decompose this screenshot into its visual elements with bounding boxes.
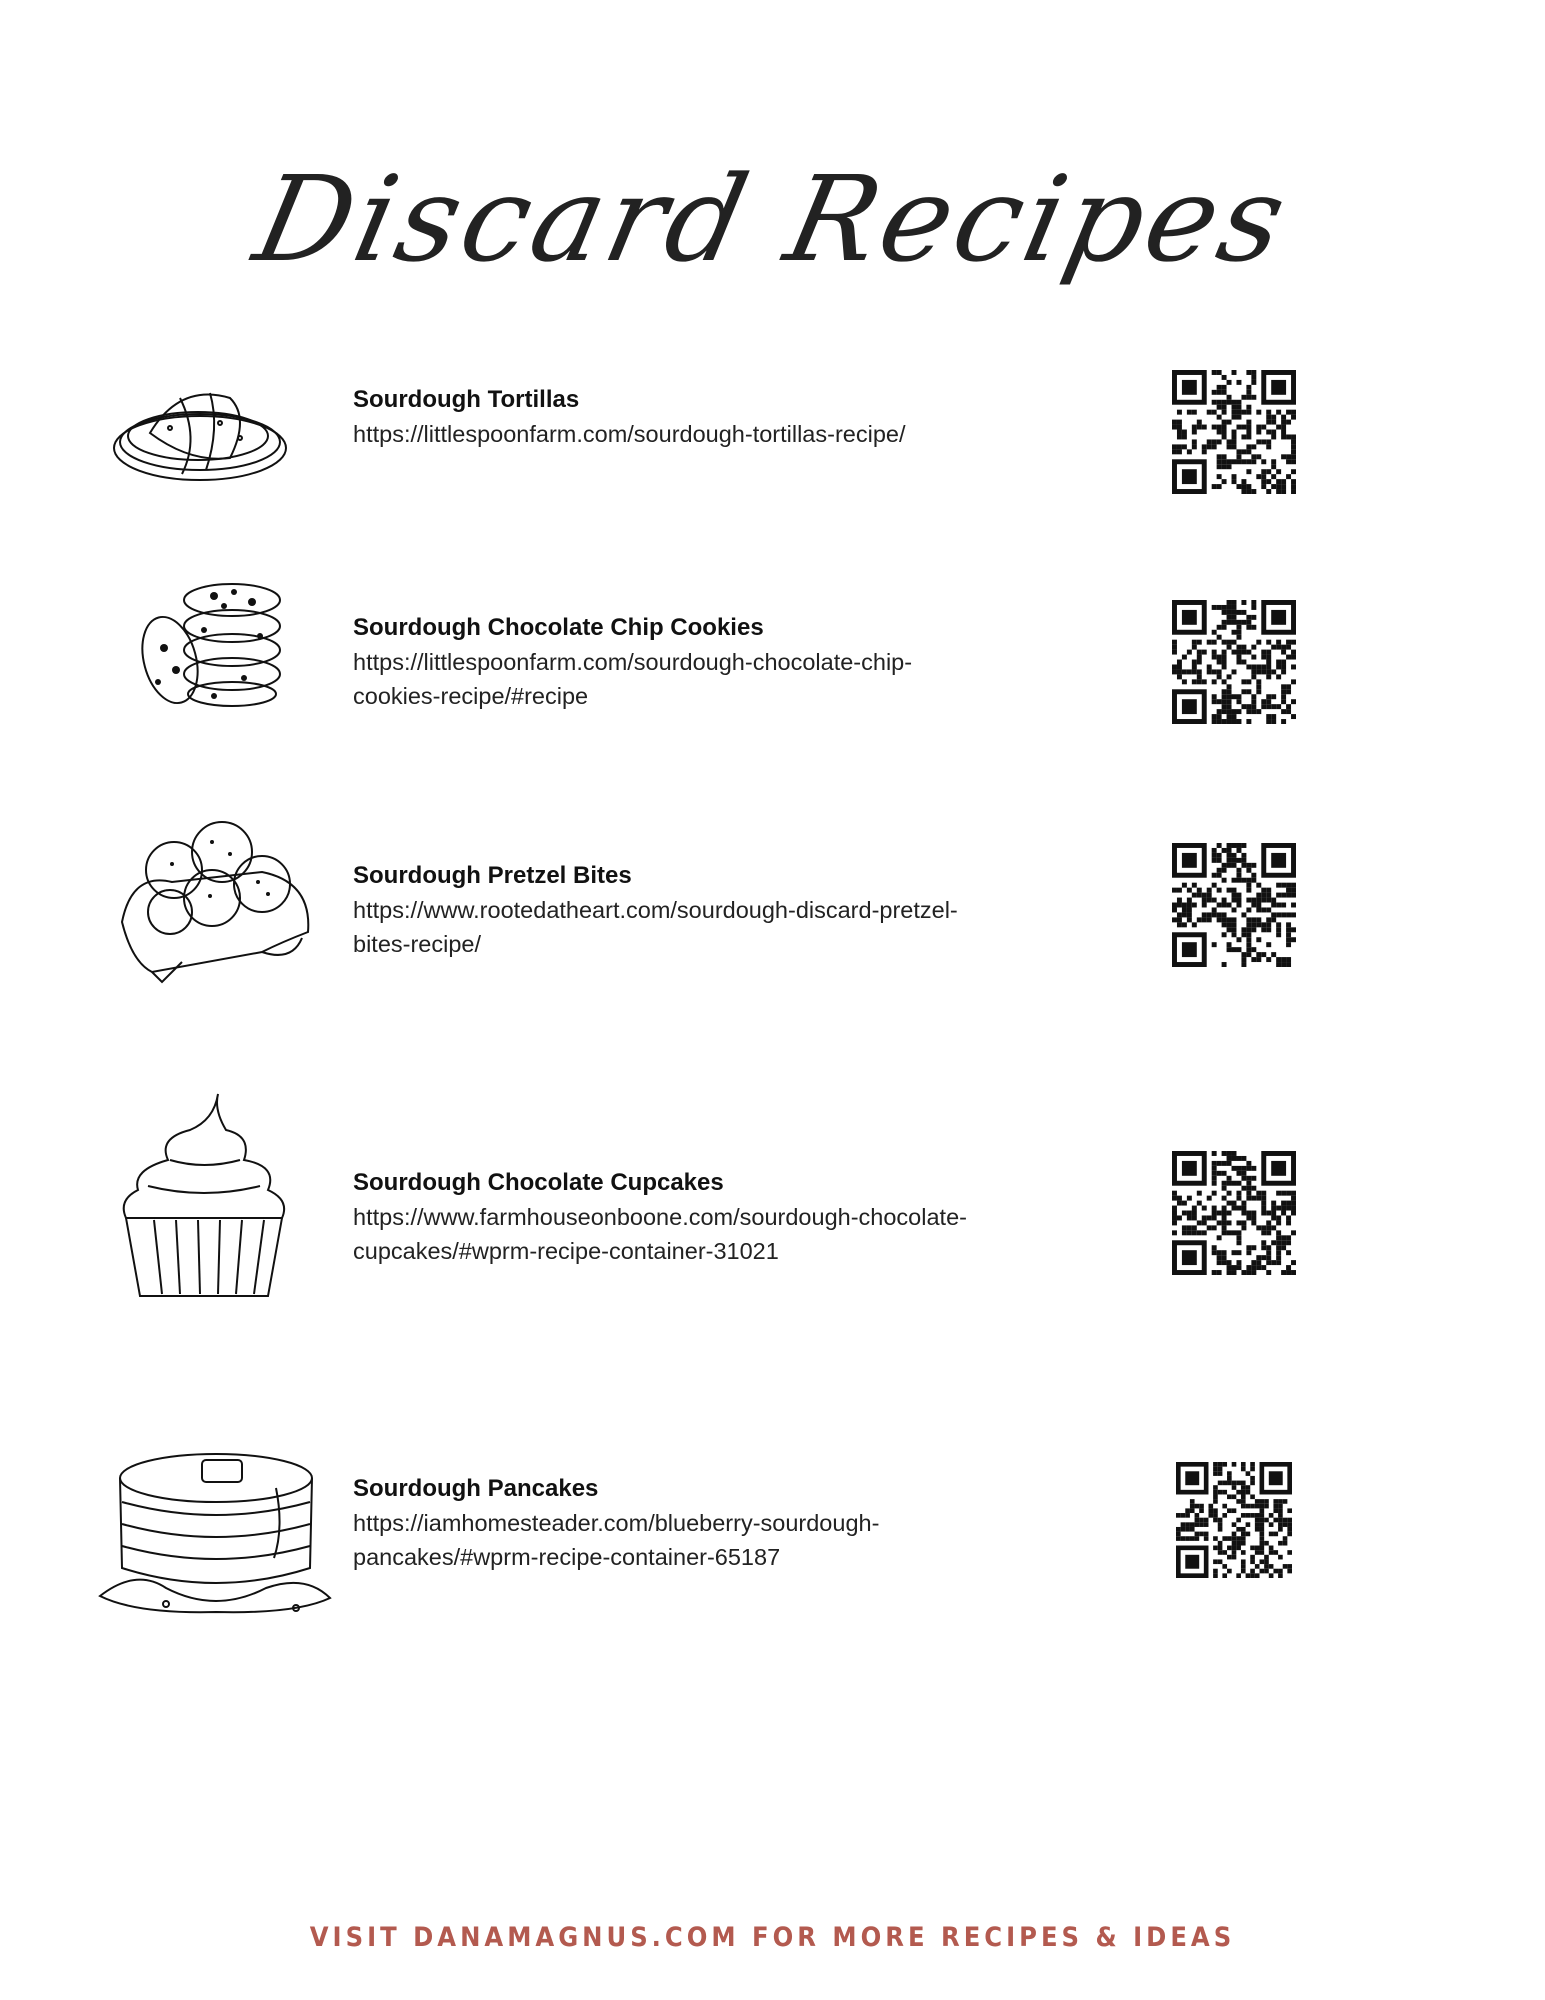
recipe-name: Sourdough Tortillas	[353, 386, 580, 413]
qr-code-icon[interactable]	[1176, 1462, 1292, 1578]
recipe-name: Sourdough Pretzel Bites	[353, 862, 632, 889]
pretzel-bites-illustration	[112, 812, 318, 986]
recipe-name: Sourdough Chocolate Cupcakes	[353, 1169, 724, 1196]
pancakes-illustration	[96, 1448, 334, 1618]
qr-code-icon[interactable]	[1172, 370, 1296, 494]
footer-link[interactable]: VISIT DANAMAGNUS.COM FOR MORE RECIPES & IDEAS	[309, 1922, 1236, 1953]
recipe-url-link[interactable]: https://www.farmhouseonboone.com/sourdough-chocolate- cupcakes/#wprm-recipe-container-31021	[353, 1204, 967, 1264]
recipe-url-link[interactable]: https://littlespoonfarm.com/sourdough-chocolate-chip- cookies-recipe/#recipe	[353, 649, 913, 709]
qr-code-icon[interactable]	[1172, 843, 1296, 967]
recipe-name: Sourdough Chocolate Chip Cookies	[353, 614, 764, 641]
recipe-url-link[interactable]: https://iamhomesteader.com/blueberry-sourdough- pancakes/#wprm-recipe-container-65187	[353, 1510, 880, 1570]
recipe-url-link[interactable]: https://littlespoonfarm.com/sourdough-tortillas-recipe/	[353, 421, 906, 447]
qr-code-icon[interactable]	[1172, 1151, 1296, 1275]
recipe-name: Sourdough Pancakes	[353, 1475, 599, 1502]
cookies-illustration	[134, 578, 294, 708]
page-title: Discard Recipes	[244, 150, 1301, 288]
qr-code-icon[interactable]	[1172, 600, 1296, 724]
tortillas-illustration	[110, 378, 296, 488]
cupcake-illustration	[118, 1090, 290, 1298]
recipe-url-link[interactable]: https://www.rootedatheart.com/sourdough-discard-pretzel- bites-recipe/	[353, 897, 958, 957]
